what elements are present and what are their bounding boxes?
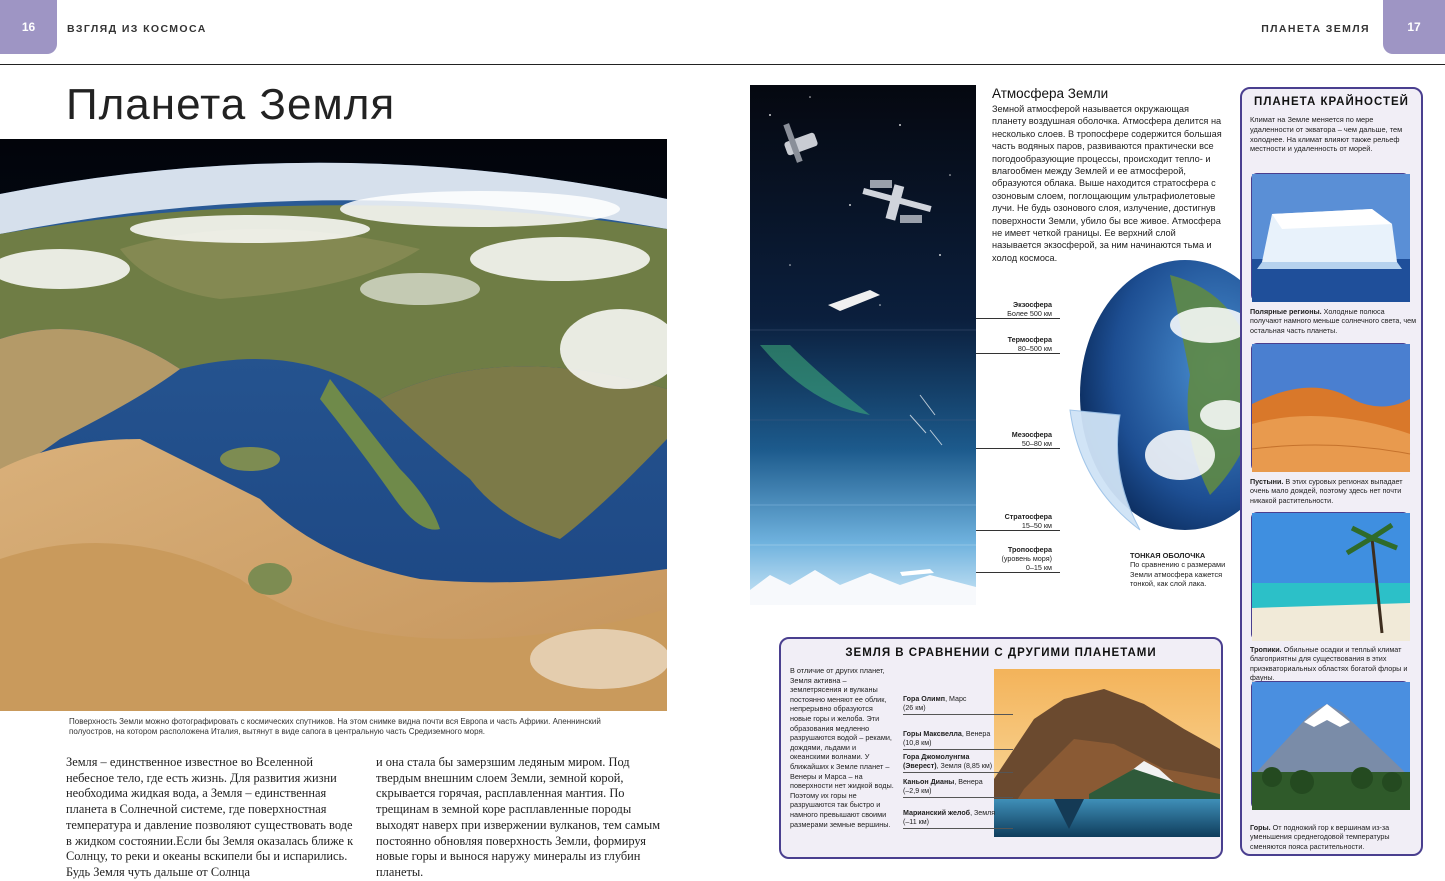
leader-line	[903, 772, 1013, 773]
mountains-photo	[1251, 681, 1409, 809]
layer-label-troposphere: Тропосфера (уровень моря) 0–15 км	[1001, 545, 1052, 572]
leader-line	[903, 749, 1013, 750]
left-page-number: 16	[0, 0, 57, 54]
photo-caption: Поверхность Земли можно фотографировать с космических спутников. На этом снимке видна почти вся Европа и часть Африки. Апеннинский полуостров, на котором расположена Италия, вытянут в виде сапога в центральную часть Средиземного моря.	[69, 717, 601, 736]
tropics-caption: Тропики. Обильные осадки и теплый климат благоприятны для существования в этих приэкваториальных областях богатой флоры и фауны.	[1250, 645, 1408, 683]
header-rule	[0, 64, 1445, 65]
mountains-caption: Горы. От подножий гор к вершинам из-за уменьшения среднегодовой температуры сменяются пояса растительности.	[1250, 823, 1390, 851]
atmosphere-title: Атмосфера Земли	[992, 86, 1109, 101]
comparison-title: ЗЕМЛЯ В СРАВНЕНИИ С ДРУГИМИ ПЛАНЕТАМИ	[845, 647, 1157, 659]
body-text-column-1: Земля – единственное известное во Вселенной небесное тело, где есть жизнь. Для развития жизни необходима жидкая вода, а Земля – единственная планета в Солнечной системе, где поверхностная температура и давление позволяют существовать воде в жидком состоянии.Если бы Земля оказалась ближе к Солнцу, то реки и океаны вскипели бы и испарились. Будь Земля чуть дальше от Солнца	[66, 755, 354, 879]
leader-line	[903, 797, 1013, 798]
extremes-title: ПЛАНЕТА КРАЙНОСТЕЙ	[1254, 96, 1409, 108]
planet-comparison-box	[779, 637, 1223, 859]
page-title: Планета Земля	[66, 80, 396, 129]
extremes-intro: Климат на Земле меняется по мере удаленности от экватора – чем дальше, тем холоднее. На климат влияют также рельеф местности и удаленность от морей.	[1250, 115, 1403, 154]
leader-line	[903, 828, 1013, 829]
comparison-text: В отличие от других планет, Земля активна – землетрясения и вулканы постоянно меняют ее облик, непрерывно образуются новые горы и желоба. Эти образования медленно разрушаются водой – реками, дождями, льдами и океанскими волнами. У ближайших к Земле планет – Венеры и Марса – на поверхности нет жидкой воды. Поэтому их горы не разрушаются так быстро и намного превышают своими размерами земные вершины.	[790, 666, 894, 829]
atmosphere-description: Земной атмосферой называется окружающая планету воздушная оболочка. Атмосфера делится на несколько слоев. В тропосфере содержится большая часть водяных паров, развиваются практически все погодообразующие процессы, происходит тепло- и влагообмен между Землей и ее атмосферой, образуются облака. Выше находится стратосфера с озоновым слоем, поглощающим ультрафиолетовые лучи. Не будь озонового слоя, излучение, достигнув поверхности Земли, убило бы все живое. Атмосфера не имеет четкой границы. Ее верхний слой называется экзосферой, за ним начинаются тьма и холод космоса.	[992, 104, 1222, 263]
layer-label-stratosphere: Стратосфера 15–50 км	[1004, 512, 1052, 530]
right-page-number: 17	[1383, 0, 1445, 54]
leader-line	[976, 353, 1060, 354]
polar-regions-caption: Полярные регионы. Холодные полюса получают намного меньше солнечного света, чем остальная часть планеты.	[1250, 307, 1417, 335]
layer-label-mesosphere: Мезосфера 50–80 км	[1011, 430, 1052, 448]
polar-regions-photo	[1251, 173, 1409, 301]
mountain-comparison-illustration	[994, 669, 1220, 837]
leader-line	[976, 530, 1060, 531]
leader-line	[976, 318, 1060, 319]
body-text-column-2: и она стала бы замерзшим ледяным миром. Под твердым внешним слоем Земли, земной корой, скрывается горячая, расплавленная мантия. По трещинам в земной коре расплавленные породы выходят наверх при извержении вулканов, тем самым постоянно обновляя поверхность Земли, формируя новые горы и вынося наружу минералы из глубин планеты.	[376, 755, 661, 879]
layer-label-exosphere: Экзосфера Более 500 км	[1007, 300, 1052, 318]
leader-line	[976, 572, 1060, 573]
mountain-label-maxwell: Горы Максвелла, Венера (10,8 км)	[903, 730, 991, 748]
leader-line	[976, 448, 1060, 449]
desert-caption: Пустыни. В этих суровых регионах выпадает очень мало дождей, поэтому здесь нет почти никакой растительности.	[1250, 477, 1403, 505]
mountain-label-mariana-trench: Марианский желоб, Земля (–11 км)	[903, 809, 996, 827]
leader-line	[903, 714, 1013, 715]
atmosphere-layers-illustration	[750, 85, 976, 605]
left-running-head: ВЗГЛЯД ИЗ КОСМОСА	[67, 23, 207, 35]
planet-of-extremes-box	[1240, 87, 1423, 856]
mountain-label-olympus: Гора Олимп, Марс (26 км)	[903, 695, 967, 713]
tropics-photo	[1251, 512, 1409, 640]
right-running-head: ПЛАНЕТА ЗЕМЛЯ	[1261, 23, 1370, 35]
thin-shell-note: ТОНКАЯ ОБОЛОЧКА По сравнению с размерами Земли атмосфера кажется тонкой, как слой лака.	[1130, 551, 1226, 589]
mountain-label-everest: Гора Джомолунгма (Эверест), Земля (8,85 км)	[903, 753, 993, 771]
earth-satellite-photo	[0, 139, 667, 711]
mountain-label-diana-canyon: Каньон Дианы, Венера (–2,9 км)	[903, 778, 983, 796]
desert-photo	[1251, 343, 1409, 471]
earth-globe-cutaway	[1060, 255, 1260, 545]
layer-label-thermosphere: Термосфера 80–500 км	[1007, 335, 1052, 353]
